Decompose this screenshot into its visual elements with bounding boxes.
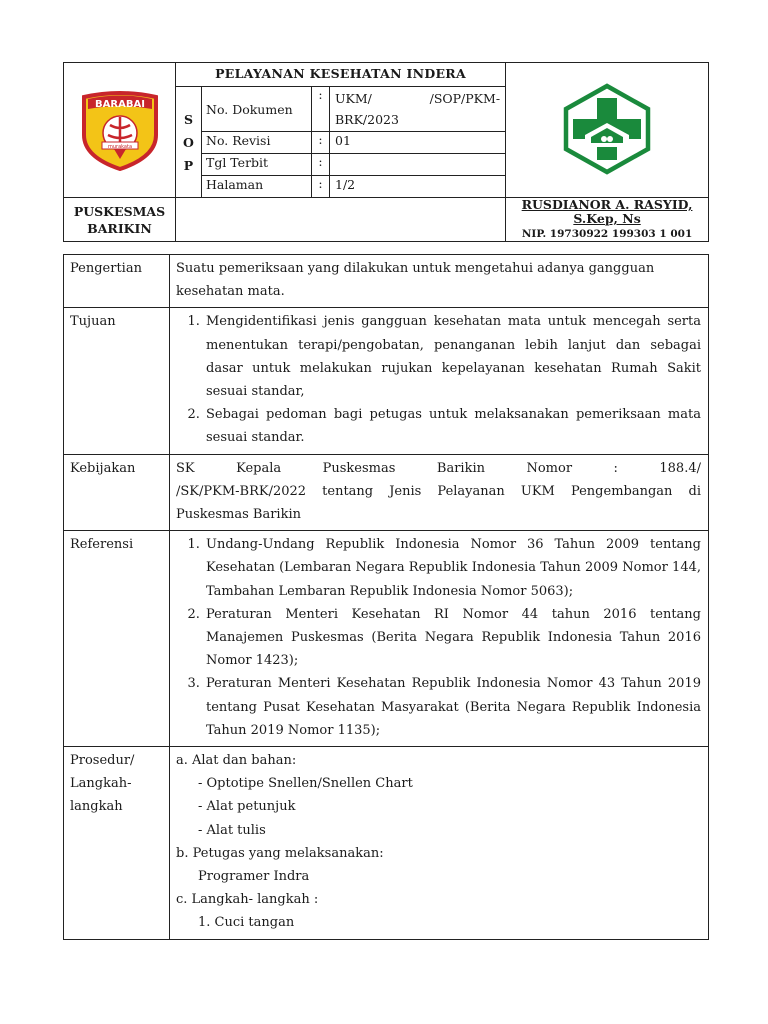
alat-item: - Alat tulis <box>198 822 266 838</box>
row-tujuan <box>64 308 709 454</box>
field-colon: : <box>312 176 330 198</box>
content-referensi <box>170 531 709 747</box>
kebijakan-line-1: SK Kepala Puskesmas Barikin Nomor : 188.4/ <box>176 460 701 476</box>
tujuan-item: 1. Mengidentifikasi jenis gangguan kesehatan mata untuk mencegah serta menentukan terapi/pengobatan, penanganan lebih lanjut dan sebagai dasar untuk melakukan rujukan kepelayanan kesehatan Rumah Sakit sesuai standar, <box>204 310 701 403</box>
signer-title: S.Kep, Ns <box>573 211 641 226</box>
section-b-title: b. Petugas yang melaksanakan: <box>176 845 384 861</box>
kemenkes-logo <box>559 83 655 175</box>
org-line-2: BARIKIN <box>87 220 152 236</box>
org-line-1: PUSKESMAS <box>73 203 166 219</box>
kebijakan-line-2: /SK/PKM-BRK/2022 tentang Jenis Pelayanan UKM Pengembangan di Puskesmas Barikin <box>176 483 701 523</box>
field-label-halaman: Halaman <box>202 176 312 198</box>
row-pengertian <box>64 255 709 308</box>
sop-letters <box>176 87 202 198</box>
kemenkes-logo-cell <box>506 63 709 198</box>
barabai-logo <box>78 87 162 171</box>
blank-cell <box>176 198 506 242</box>
content-tujuan <box>170 308 709 454</box>
content-prosedur <box>170 747 709 940</box>
tujuan-item: 2. Sebagai pedoman bagi petugas untuk melaksanakan pemeriksaan mata sesuai standar. <box>204 403 701 449</box>
field-label-no-revisi: No. Revisi <box>202 132 312 154</box>
field-value-no-dokumen: UKM/ /SOP/PKM-BRK/2023 <box>330 87 506 132</box>
section-c-title: c. Langkah- langkah : <box>176 892 319 908</box>
prosedur-label-line: Prosedur/ <box>70 753 135 769</box>
label-referensi: Referensi <box>64 531 170 747</box>
sop-letter-p: P <box>183 157 194 173</box>
row-kebijakan <box>64 454 709 531</box>
sop-header-table <box>63 62 709 242</box>
alat-item: - Alat petunjuk <box>198 799 296 815</box>
field-label-tgl-terbit: Tgl Terbit <box>202 154 312 176</box>
field-colon: : <box>312 132 330 154</box>
organization-name <box>64 198 176 242</box>
section-a-title: a. Alat dan bahan: <box>176 753 297 769</box>
referensi-item: 2. Peraturan Menteri Kesehatan RI Nomor 44 tahun 2016 tentang Manajemen Puskesmas (Berita Negara Republik Indonesia Tahun 2016 Nomor 1423); <box>204 603 701 673</box>
langkah-item: 1. Cuci tangan <box>198 915 295 931</box>
label-kebijakan: Kebijakan <box>64 454 170 531</box>
content-kebijakan <box>170 454 709 531</box>
alat-item: - Optotipe Snellen/Snellen Chart <box>198 776 413 792</box>
field-value-halaman: 1/2 <box>330 176 506 198</box>
regency-logo-cell <box>64 63 176 198</box>
row-referensi <box>64 531 709 747</box>
field-colon: : <box>312 87 330 132</box>
text-pengertian: Suatu pemeriksaan yang dilakukan untuk mengetahui adanya gangguan kesehatan mata. <box>170 255 709 308</box>
referensi-item: 3. Peraturan Menteri Kesehatan Republik Indonesia Nomor 43 Tahun 2019 tentang Pusat Kesehatan Masyarakat (Berita Negara Republik Indonesia Tahun 2019 Nomor 1135); <box>204 672 701 742</box>
referensi-item: 1. Undang-Undang Republik Indonesia Nomor 36 Tahun 2009 tentang Kesehatan (Lembaran Negara Republik Indonesia Tahun 2009 Nomor 144, Tambahan Lembaran Republik Indonesia Nomor 5063); <box>204 533 701 603</box>
label-tujuan: Tujuan <box>64 308 170 454</box>
signer-block <box>506 198 709 242</box>
petugas-value: Programer Indra <box>198 869 310 885</box>
sop-title: PELAYANAN KESEHATAN INDERA <box>176 63 506 87</box>
field-value-tgl-terbit <box>330 154 506 176</box>
row-prosedur <box>64 747 709 940</box>
sop-letter-o: O <box>183 134 194 150</box>
signer-nip: NIP. 19730922 199303 1 001 <box>521 228 693 240</box>
logo-motto: murakata <box>107 143 132 150</box>
logo-text: BARABAI <box>94 98 145 110</box>
sop-letter-s: S <box>183 111 194 127</box>
sop-body-table <box>63 254 709 940</box>
field-colon: : <box>312 154 330 176</box>
label-prosedur <box>64 747 170 940</box>
field-value-no-revisi: 01 <box>330 132 506 154</box>
prosedur-label-line: Langkah- <box>70 776 132 792</box>
field-label-no-dokumen: No. Dokumen <box>202 87 312 132</box>
signer-name: RUSDIANOR A. RASYID, <box>521 197 693 212</box>
label-pengertian: Pengertian <box>64 255 170 308</box>
prosedur-label-line: langkah <box>70 799 123 815</box>
